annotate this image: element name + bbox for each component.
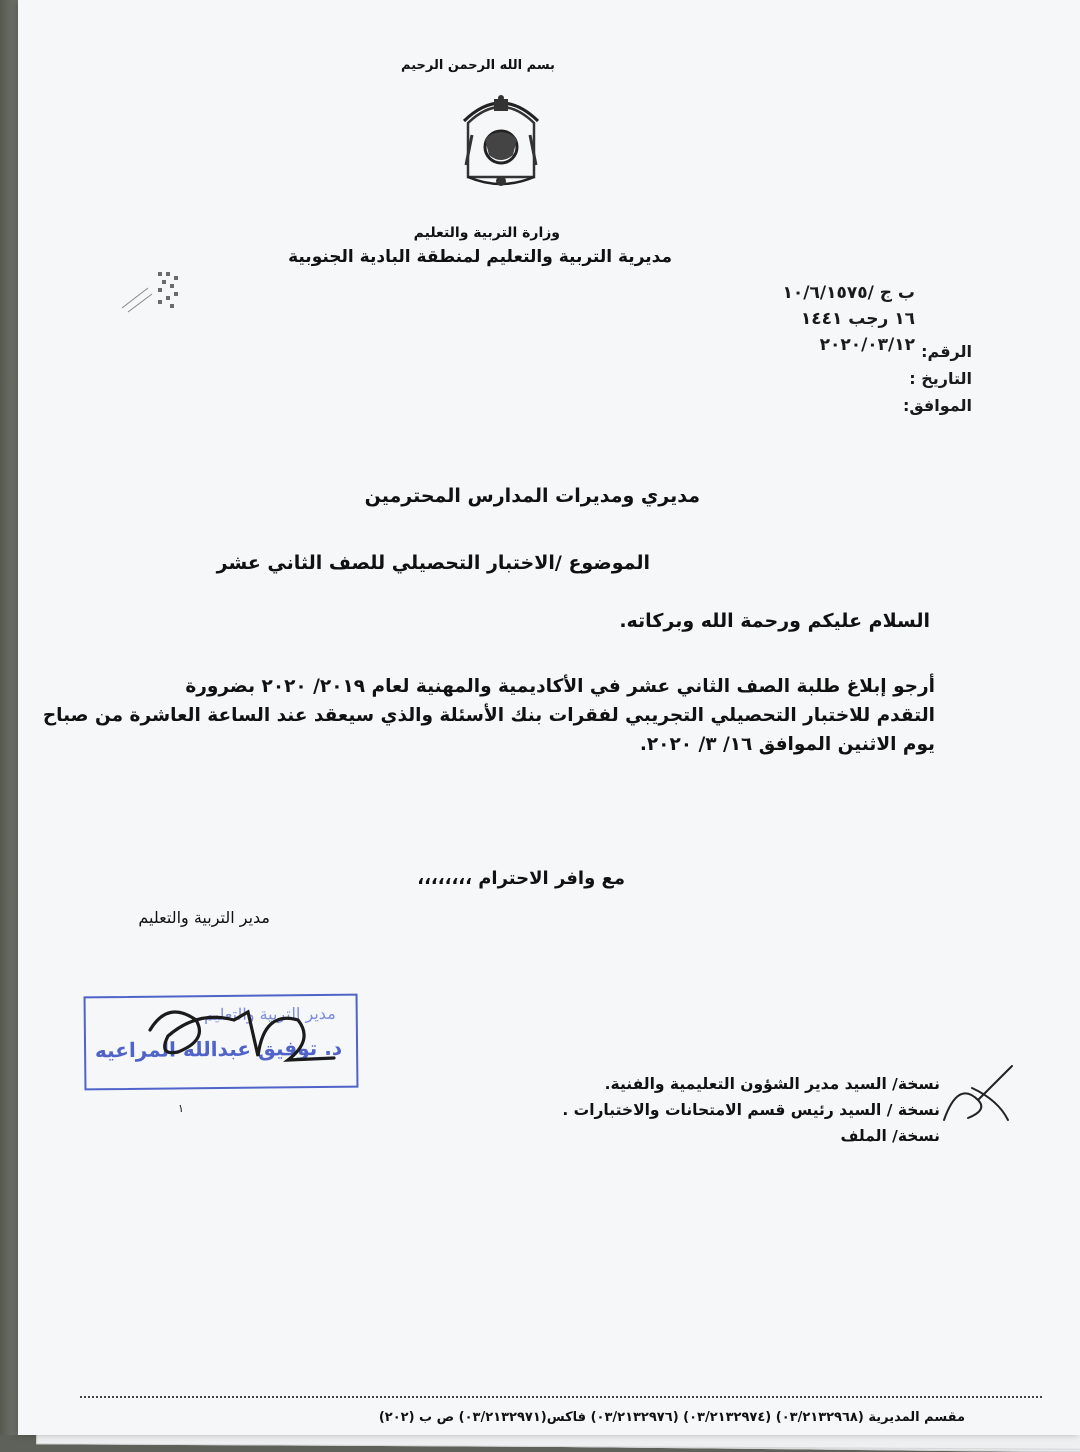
corresponding-label: الموافق: (902, 396, 972, 415)
initials-signature-icon (938, 1060, 1018, 1130)
subject-line: الموضوع /الاختبار التحصيلي للصف الثاني عشر (216, 552, 650, 574)
addressee: مديري ومديرات المدارس المحترمين (364, 485, 700, 507)
qr-code-icon (118, 268, 190, 318)
closing: مع وافر الاحترام ،،،،،،،، (417, 868, 625, 889)
reference-number: ب ج /١٠/٦/١٥٧٥ (782, 283, 915, 303)
greeting: السلام عليكم ورحمة الله وبركاته. (619, 610, 930, 632)
number-label: الرقم: (921, 342, 972, 361)
margin-mark: ١ (178, 1102, 184, 1115)
letter-page (18, 0, 1080, 1435)
basmala-text: بسم الله الرحمن الرحيم (401, 58, 555, 73)
stamp-title: مدير التربية والتعليم (203, 1003, 336, 1025)
copy-item: نسخة/ السيد مدير الشؤون التعليمية والفنية. (604, 1075, 940, 1093)
coat-of-arms-icon (458, 95, 544, 195)
directorate-name: مديرية التربية والتعليم لمنطقة البادية الجنوبية (288, 247, 672, 267)
copy-item: نسخة/ الملف (840, 1127, 940, 1145)
body-line: يوم الاثنين الموافق ١٦/ ٣/ ٢٠٢٠. (639, 734, 935, 755)
ministry-name: وزارة التربية والتعليم (413, 225, 560, 241)
footer-divider (80, 1396, 1042, 1398)
reference-values (783, 283, 915, 361)
letter-body (42, 672, 935, 759)
body-line: أرجو إبلاغ طلبة الصف الثاني عشر في الأكاديمية والمهنية لعام ٢٠١٩/ ٢٠٢٠ بضرورة (185, 676, 935, 697)
copies-list (562, 1075, 940, 1153)
hijri-date: ١٦ رجب ١٤٤١ (800, 309, 915, 329)
copy-item: نسخة / السيد رئيس قسم الامتحانات والاختبارات . (562, 1101, 940, 1119)
date-label: التاريخ : (909, 369, 972, 388)
stamp-name: د. توفيق عبدالله المراعيه (94, 1035, 343, 1063)
footer-contact: مقسم المديرية (٠٣/٢١٣٢٩٦٨) (٠٣/٢١٣٢٩٧٤) (٠٣/٢١٣٢٩٧٦) فاكس(٠٣/٢١٣٢٩٧١) ص ب (٢٠٢) (378, 1410, 965, 1425)
body-line: التقدم للاختبار التحصيلي التجريبي لفقرات بنك الأسئلة والذي سيعقد عند الساعة العاشرة من صباح (42, 705, 935, 726)
signatory-title: مدير التربية والتعليم (138, 908, 270, 927)
reference-labels (903, 342, 972, 423)
gregorian-date: ٢٠٢٠/٠٣/١٢ (819, 335, 915, 355)
signature-icon (138, 990, 338, 1090)
